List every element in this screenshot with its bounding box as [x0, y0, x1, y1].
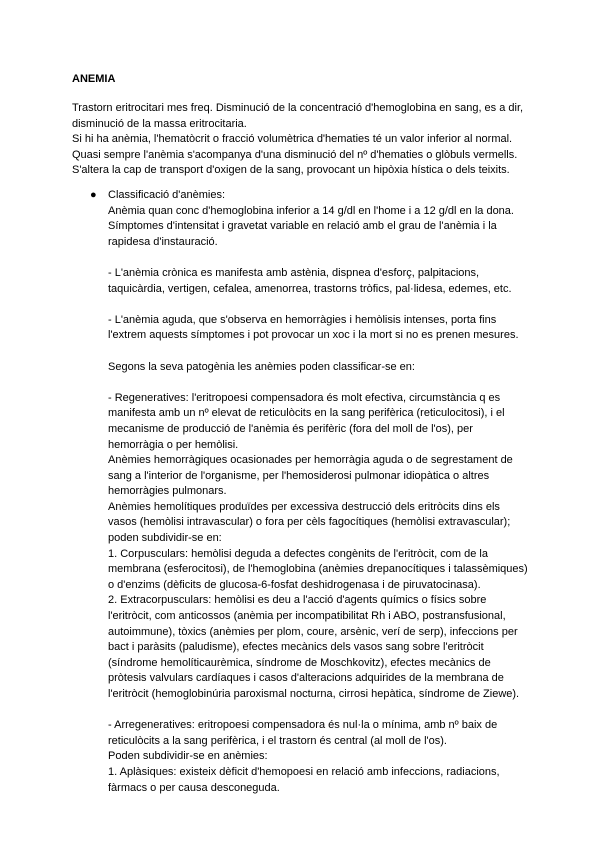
paragraph: Anèmia quan conc d'hemoglobina inferior a 14 g/dl en l'home i a 12 g/dl en la dona. Símptomes d'intensitat i gravetat variable en relació amb el grau de l'anèmia i la rapidesa d'instauració. [108, 204, 514, 248]
paragraph: Segons la seva patogènia les anèmies poden classificar-se en: [108, 360, 415, 373]
intro-paragraph: S'altera la cap de transport d'oxigen de la sang, provocant un hipòxia hística o dels teixits. [72, 164, 510, 177]
intro-paragraph: Trastorn eritrocitari mes freq. Disminució de la concentració d'hemoglobina en sang, es a dir, disminució de la massa eritrocitaria. [72, 102, 524, 130]
paragraph: Anèmies hemorràgiques ocasionades per hemorràgia aguda o de segrestament de sang a l'interior de l'organisme, per l'hemosiderosi pulmonar idiopàtica o altres hemorràgies pulmonars. [108, 454, 513, 498]
intro-section [72, 101, 542, 179]
bullet-heading: Classificació d'anèmies: [108, 189, 226, 201]
document-title: ANEMIA [72, 73, 116, 85]
paragraph: Poden subdividir-se en anèmies: [108, 750, 268, 763]
paragraph: 1. Aplàsiques: existeix dèficit d'hemopoesi en relació amb infeccions, radiacions, fàrmacs o per causa desconeguda. [108, 765, 500, 794]
bullet-marker: ● [90, 189, 97, 201]
paragraph: 2. Extracorpusculars: hemòlisi es deu a l'acció d'agents químics o físics sobre l'eritròcit, com anticossos (anèmia per incompatibilitat Rh i ABO, postransfusional, autoimmune), tòxics (anèmies per plom, coure, arsènic, verí de serp), infeccions per bact i paràsits (paludisme), efectes mecànics dels vasos sang sobre l'eritròcit (síndrome hemolíticaurèmica, síndrome de Moschkovitz), efectes mecànics de pròtesis valvulars cardíaques i casos d'alteracions adquirides de la membrana de l'eritròcit (hemoglobinúria paroxismal nocturna, cirrosi hepàtica, síndrome de Ziewe). [108, 594, 520, 700]
intro-paragraph: Si hi ha anèmia, l'hematòcrit o fracció volumètrica d'hematies té un valor inferior al normal. [72, 133, 513, 146]
paragraph: Anèmies hemolítiques produïdes per excessiva destrucció dels eritròcits dins els vasos (hemòlisi intravascular) o fora per cèls fagocítiques (hemòlisi extravascular); poden subdividir-se en: [108, 500, 511, 545]
paragraph: 1. Corpusculars: hemòlisi deguda a defectes congènits de l'eritròcit, com de la membrana (esferocitosi), de l'hemoglobina (anèmies drepanocítiques i talassèmiques) o d'enzims (dèficits de glucosa-6-fosfat deshidrogenasa i de piruvatocinasa). [108, 547, 528, 591]
paragraph: - L'anèmia aguda, que s'observa en hemorràgies i hemòlisis intenses, porta fins l'extrem aquests símptomes i pot provocar un xoc i la mort si no es prenen mesures. [108, 313, 519, 342]
intro-paragraph: Quasi sempre l'anèmia s'acompanya d'una disminució del nº d'hematies o glòbuls vermells. [72, 148, 518, 161]
paragraph: - L'anèmia crònica es manifesta amb astènia, dispnea d'esforç, palpitacions, taquicàrdia, vertigen, cefalea, amenorrea, trastorns tròfics, pal·lidesa, edemes, etc. [108, 266, 512, 295]
paragraph: - Arregeneratives: eritropoesi compensadora és nul·la o mínima, amb nº baix de reticulòcits a la sang perifèrica, i el trastorn és central (al moll de l'os). [108, 719, 498, 747]
paragraph: - Regeneratives: l'eritropoesi compensadora és molt efectiva, circumstància q es manifesta amb un nº elevat de reticulòcits en la sang perifèrica (reticulocitosi), i el mecanisme de producció de l'anèmia és perifèric (fora del moll de l'os), per hemorràgia o per hemòlisi. [108, 391, 505, 451]
classification-section [108, 188, 528, 796]
